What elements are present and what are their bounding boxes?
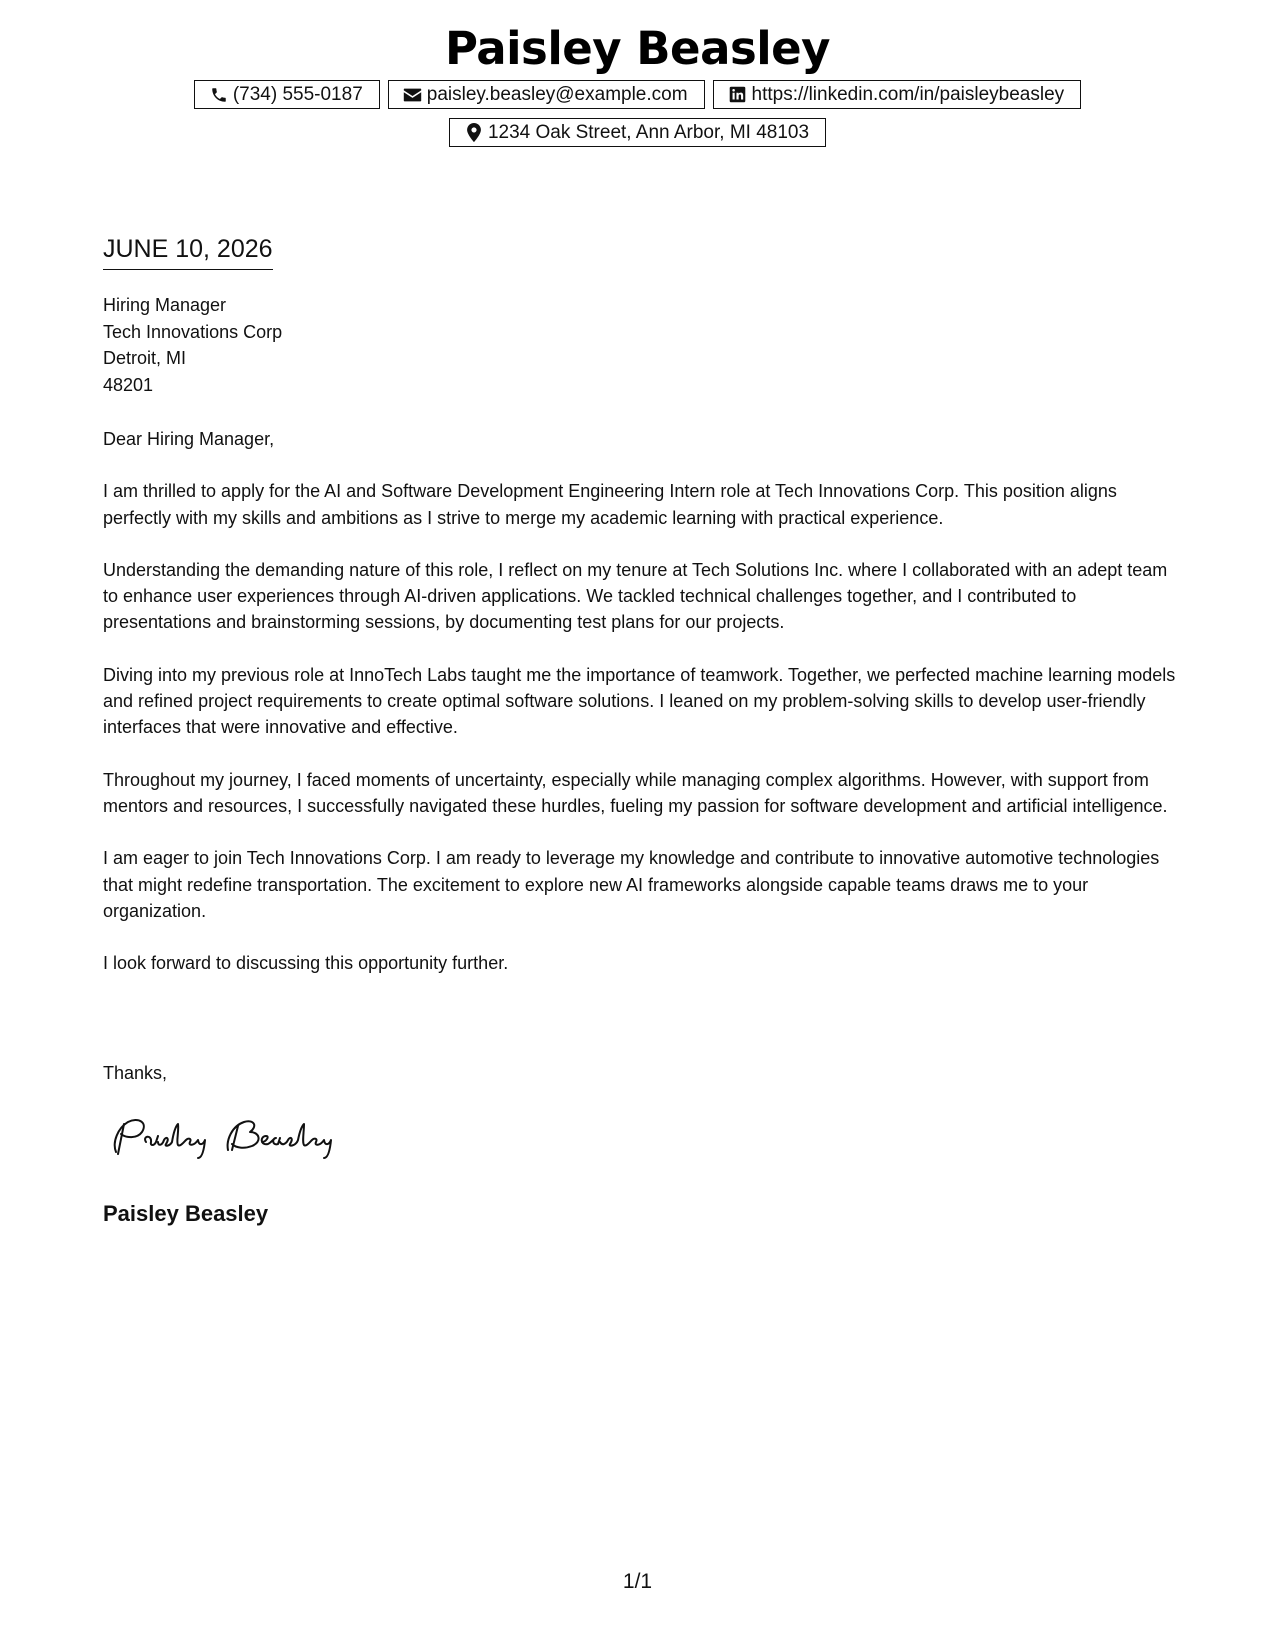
phone-number: (734) 555-0187 — [232, 83, 363, 105]
paragraph: I am thrilled to apply for the AI and Software Development Engineering Intern role at Tech Innovations Corp. This position aligns perfectly with my skills and ambitions as I strive to merge my academic learning with practical experience. — [103, 481, 1117, 528]
phone-icon — [209, 85, 229, 105]
recipient-block — [103, 292, 282, 398]
linkedin-icon — [728, 85, 748, 105]
street-address: 1234 Oak Street, Ann Arbor, MI 48103 — [487, 121, 810, 143]
signer-name: Paisley Beasley — [103, 1201, 269, 1226]
contact-row — [0, 80, 1275, 109]
address-contact — [449, 118, 826, 147]
map-marker-icon — [464, 123, 484, 143]
salutation: Dear Hiring Manager, — [103, 429, 275, 449]
paragraph: Throughout my journey, I faced moments of uncertainty, especially while managing complex algorithms. However, with support from mentors and resources, I successfully navigated these hurdles, fueling my passion for software development and artificial intelligence. — [103, 769, 1168, 816]
envelope-icon — [403, 85, 423, 105]
recipient-city: Detroit, MI — [103, 348, 187, 368]
recipient-company: Tech Innovations Corp — [103, 321, 283, 342]
letter-body — [103, 426, 1178, 1002]
linkedin-contact[interactable] — [713, 80, 1082, 109]
address-row — [0, 118, 1275, 147]
handwritten-signature — [106, 1112, 356, 1162]
paragraph: Understanding the demanding nature of this role, I reflect on my tenure at Tech Solutions Inc. where I collaborated with an adept team to enhance user experiences through AI-driven applications. We tackled technical challenges together, and I contributed to presentations and brainstorming sessions, by documenting test plans for our projects. — [103, 559, 1168, 633]
email-contact[interactable] — [388, 80, 705, 109]
paragraph: I look forward to discussing this opportunity further. — [103, 953, 509, 974]
page-indicator: 1/1 — [622, 1570, 653, 1593]
paragraph: Diving into my previous role at InnoTech Labs taught me the importance of teamwork. Together, we perfected machine learning models and refined project requirements to create optimal software solutions. I leaned on my problem-solving skills to develop user-friendly interfaces that were innovative and effective. — [103, 664, 1176, 738]
letter-date: JUNE 10, 2026 — [103, 234, 273, 270]
recipient-title: Hiring Manager — [103, 295, 227, 315]
applicant-name: Paisley Beasley — [444, 22, 831, 75]
linkedin-url: https://linkedin.com/in/paisleybeasley — [751, 83, 1065, 105]
closing: Thanks, — [103, 1063, 168, 1083]
phone-contact — [194, 80, 380, 109]
paragraph: I am eager to join Tech Innovations Corp. I am ready to leverage my knowledge and contribute to innovative automotive technologies that might redefine transportation. The excitement to explore new AI frameworks alongside capable teams draws me to your organization. — [103, 848, 1160, 921]
recipient-zip: 48201 — [103, 374, 154, 395]
email-address: paisley.beasley@example.com — [426, 83, 688, 105]
